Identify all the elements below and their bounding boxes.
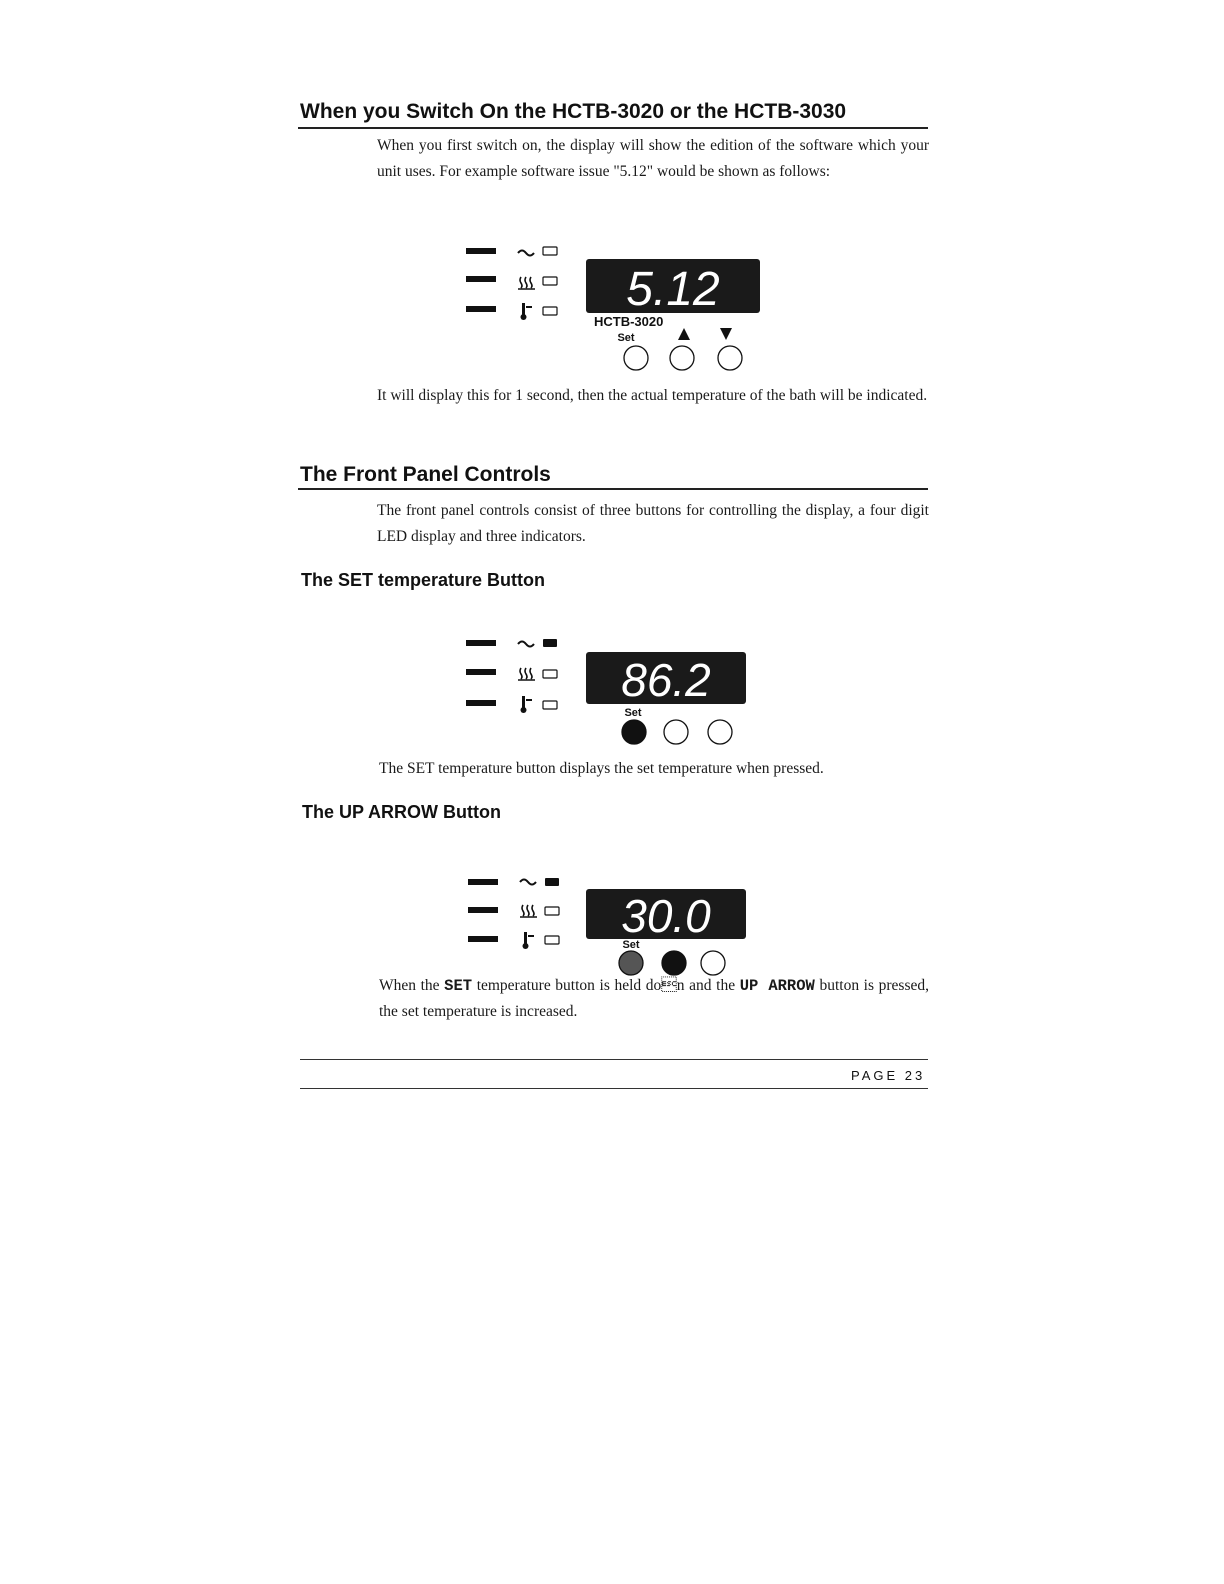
- indicator-lamp: [545, 936, 559, 944]
- set-button[interactable]: [619, 951, 643, 975]
- led-display-value: 5.12: [626, 263, 720, 316]
- indicator-bar: [466, 248, 496, 254]
- set-button-paragraph: The SET temperature button displays the set temperature when pressed.: [379, 760, 824, 777]
- front-panel-diagram-1: [460, 235, 780, 375]
- indicator-lamp: [543, 307, 557, 315]
- up-arrow-keyword: UP ARROW: [739, 977, 815, 995]
- footer-rule-bottom: [300, 1088, 928, 1089]
- led-display-value: 86.2: [621, 654, 711, 706]
- indicator-lamp: [543, 247, 557, 255]
- up-arrow-text-c: button is pressed, the set temperature is increased.: [379, 977, 929, 1020]
- indicator-lamp: [543, 670, 557, 678]
- down-triangle-icon: [720, 328, 732, 340]
- model-label: HCTB-3020: [594, 314, 664, 329]
- section-title-front-panel: The Front Panel Controls: [300, 463, 551, 486]
- thermometer-icon: [521, 696, 533, 713]
- indicator-lamp: [545, 907, 559, 915]
- indicator-bar: [468, 879, 498, 885]
- tilde-icon: [518, 642, 534, 647]
- indicator-bar: [466, 700, 496, 706]
- indicator-lamp: [543, 277, 557, 285]
- down-button[interactable]: [718, 346, 742, 370]
- led-display-value: 30.0: [621, 890, 711, 942]
- title-rule: [298, 488, 928, 490]
- indicator-bar: [466, 306, 496, 312]
- section-title-set-button: The SET temperature Button: [301, 570, 546, 590]
- footer-rule-top: [300, 1059, 928, 1060]
- indicator-bar: [466, 640, 496, 646]
- set-keyword: SET: [444, 977, 473, 995]
- thermometer-icon: [523, 932, 535, 949]
- set-button[interactable]: [624, 346, 648, 370]
- display-duration-paragraph: It will display this for 1 second, then the actual temperature of the bath will be indicated.: [377, 387, 928, 404]
- up-button[interactable]: [662, 951, 686, 975]
- front-panel-paragraph: The front panel controls consist of three buttons for controlling the display, a four digit LED display and three indicators.: [377, 502, 929, 545]
- up-button[interactable]: [664, 720, 688, 744]
- indicator-lamp: [543, 639, 557, 647]
- tilde-icon: [518, 251, 534, 256]
- set-label: Set: [624, 707, 642, 719]
- up-arrow-text-b: temperature button is held don and the: [472, 977, 740, 994]
- indicator-bar: [468, 936, 498, 942]
- front-panel-diagram-3: [460, 865, 780, 980]
- up-triangle-icon: [678, 328, 690, 340]
- up-arrow-paragraph: [379, 973, 929, 1025]
- indicator-bar: [468, 907, 498, 913]
- heat-waves-icon: [518, 277, 535, 289]
- indicator-bar: [466, 276, 496, 282]
- heat-waves-icon: [518, 668, 535, 680]
- down-button[interactable]: [708, 720, 732, 744]
- front-panel-diagram-2: [460, 630, 780, 750]
- switch-on-paragraph: When you first switch on, the display will show the edition of the software which your unit uses. For example software issue "5.12" would be shown as follows:: [377, 137, 929, 180]
- tilde-icon: [520, 880, 536, 885]
- section-title-up-arrow: The UP ARROW Button: [302, 802, 501, 822]
- set-label: Set: [617, 332, 635, 344]
- set-button[interactable]: [622, 720, 646, 744]
- up-button[interactable]: [670, 346, 694, 370]
- up-arrow-text-a: When the: [379, 977, 445, 994]
- indicator-bar: [466, 669, 496, 675]
- heat-waves-icon: [520, 905, 537, 917]
- set-label: Set: [622, 939, 640, 951]
- title-rule: [298, 127, 928, 129]
- down-button[interactable]: [701, 951, 725, 975]
- indicator-lamp: [543, 701, 557, 709]
- thermometer-icon: [521, 303, 533, 320]
- section-title-switch-on: When you Switch On the HCTB-3020 or the HCTB-3030: [300, 100, 847, 123]
- page-number: PAGE 23: [851, 1068, 926, 1083]
- indicator-lamp: [545, 878, 559, 886]
